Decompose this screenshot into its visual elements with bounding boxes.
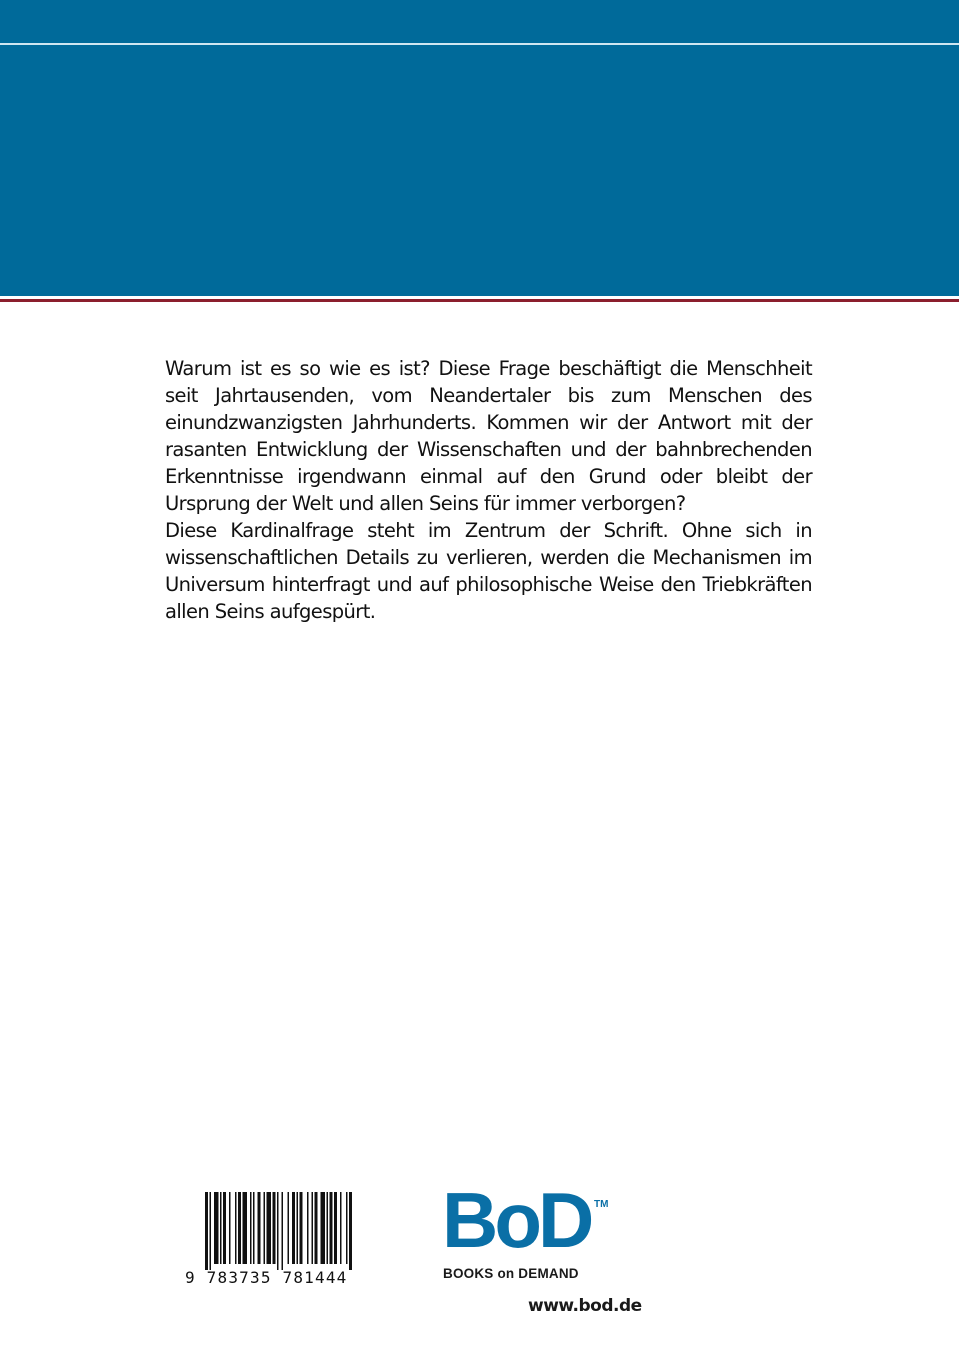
top-band-accent-line xyxy=(0,43,959,45)
publisher-url: www.bod.de xyxy=(528,1296,642,1316)
isbn-number: 9 783735 781444 xyxy=(185,1268,348,1287)
cover-top-band xyxy=(0,0,959,296)
back-cover-blurb xyxy=(165,355,812,625)
trademark-symbol: TM xyxy=(594,1199,609,1210)
bod-logo xyxy=(442,1176,622,1285)
bod-logo-mark: BoD xyxy=(442,1176,591,1264)
blurb-paragraph-1: Warum ist es so wie es ist? Diese Frage beschäftigt die Menschheit seit Jahrtausenden, vom Neandertaler bis zum Menschen des einundzwanzigsten Jahrhunderts. Kommen wir der Antwort mit der rasanten Entwicklung der Wissenschaften und der bahnbrechenden Erkenntnisse irgendwann einmal auf den Grund oder bleibt der Ursprung der Welt und allen Seins für immer verborgen? xyxy=(165,357,812,515)
barcode-bars xyxy=(205,1192,390,1270)
bod-tagline: BOOKS on DEMAND xyxy=(443,1266,579,1281)
divider-rule xyxy=(0,299,959,302)
isbn-barcode xyxy=(185,1192,390,1292)
blurb-paragraph-2: Diese Kardinalfrage steht im Zentrum der Schrift. Ohne sich in wissenschaftlichen Details zu verlieren, werden die Mechanismen im Universum hinterfragt und auf philosophische Weise den Triebkräften allen Seins aufgespürt. xyxy=(165,519,812,623)
